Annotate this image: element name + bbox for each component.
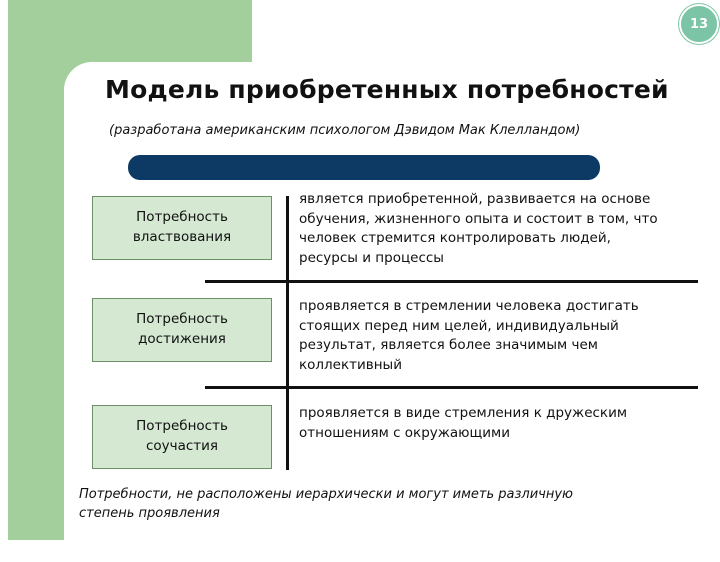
need-description-affiliation: проявляется в виде стремления к дружеским отношениям с окружающими	[299, 405, 628, 441]
need-description-achievement: проявляется в стремлении человека достигать стоящих перед ним целей, индивидуальный результат, является более значимым чем коллективный	[299, 298, 639, 374]
decorative-left-stripe	[0, 0, 62, 540]
slide-title: Модель приобретенных потребностей	[105, 75, 669, 104]
slide-subtitle: (разработана американским психологом Дэвидом Мак Клелландом)	[109, 123, 581, 138]
footnote: Потребности, не расположены иерархически и могут иметь различную степень проявления	[79, 487, 573, 521]
need-box-power: Потребность властвования	[92, 196, 272, 260]
need-box-achievement: Потребность достижения	[92, 298, 272, 362]
need-description-power: является приобретенной, развивается на основе обучения, жизненного опыта и состоит в том, что человек стремится контролировать людей, ресурсы и процессы	[299, 191, 658, 267]
row-divider-1	[205, 280, 698, 283]
accent-bar	[128, 155, 600, 180]
need-box-affiliation: Потребность соучастия	[92, 405, 272, 469]
decorative-left-stripe-fill	[8, 0, 62, 540]
page-number-badge: 13	[679, 4, 719, 44]
vertical-divider	[286, 196, 289, 470]
row-divider-2	[205, 386, 698, 389]
